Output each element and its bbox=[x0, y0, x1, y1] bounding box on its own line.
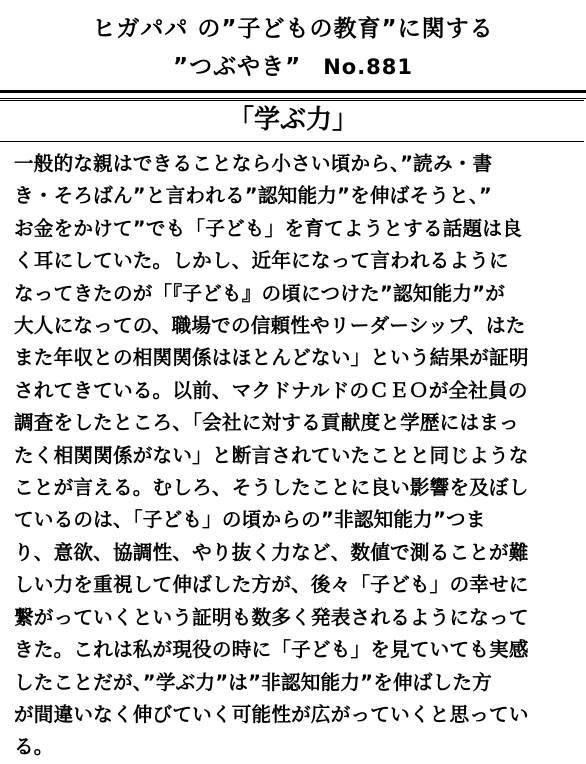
body-line: ことが言える。むしろ、そうしたことに良い影響を及ぼし bbox=[14, 476, 529, 500]
body-line: また年収との相関関係はほとんどない」という結果が証明 bbox=[14, 346, 529, 370]
issue-number: No.881 bbox=[323, 55, 414, 79]
body-line: 調査をしたところ、「会社に対する貢献度と学歴にはまっ bbox=[14, 411, 519, 435]
section-title: 「学ぶ力」 bbox=[227, 105, 358, 135]
body-line: が間違いなく伸びていく可能性が広がっていくと思ってい bbox=[14, 702, 529, 726]
body-line: お金をかけて”でも「子ども」を育てようとする話題は良 bbox=[14, 216, 522, 240]
body-line: 繋がっていくという証明も数多く発表されるようになって bbox=[14, 605, 529, 629]
body-line: り、意欲、協調性、やり抜く力など、数値で測ることが難 bbox=[14, 540, 529, 564]
title-text: ヒガパパ の”子どもの教育”に関する bbox=[92, 16, 494, 42]
article-body bbox=[14, 148, 574, 764]
body-line: る。 bbox=[14, 735, 54, 759]
body-line: しい力を重視して伸ばした方が、後々「子ども」の幸せに bbox=[14, 573, 529, 597]
page-title bbox=[0, 14, 586, 44]
body-line: されてきている。以前、マクドナルドのＣＥＯが全社員の bbox=[14, 378, 528, 402]
subtitle-text: ”つぶやき” bbox=[172, 54, 302, 80]
body-line: たく相関関係がない」と断言されていたことと同じような bbox=[14, 443, 529, 467]
body-line: く耳にしていた。しかし、近年になって言われるように bbox=[14, 249, 509, 273]
body-line: き・そろばん”と言われる”認知能力”を伸ばそうと、” bbox=[14, 184, 492, 208]
body-line: なってきたのが「『子ども』の頃につけた”認知能力”が bbox=[14, 281, 506, 305]
body-line: きた。これは私が現役の時に「子ども」を見ていても実感 bbox=[14, 638, 529, 662]
page-subtitle bbox=[0, 52, 586, 82]
body-line: 大人になっての、職場での信頼性やリーダーシップ、はた bbox=[14, 314, 526, 338]
body-line: 一般的な親はできることなら小さい頃から、”読み・書 bbox=[14, 152, 493, 175]
body-line: ているのは、「子ども」の頃からの”非認知能力”つま bbox=[14, 508, 486, 532]
header-divider-thick bbox=[0, 90, 586, 93]
header-divider-thin bbox=[0, 98, 586, 99]
body-line: したことだが、”学ぶ力”は”非認知能力”を伸ばした方 bbox=[14, 670, 492, 694]
